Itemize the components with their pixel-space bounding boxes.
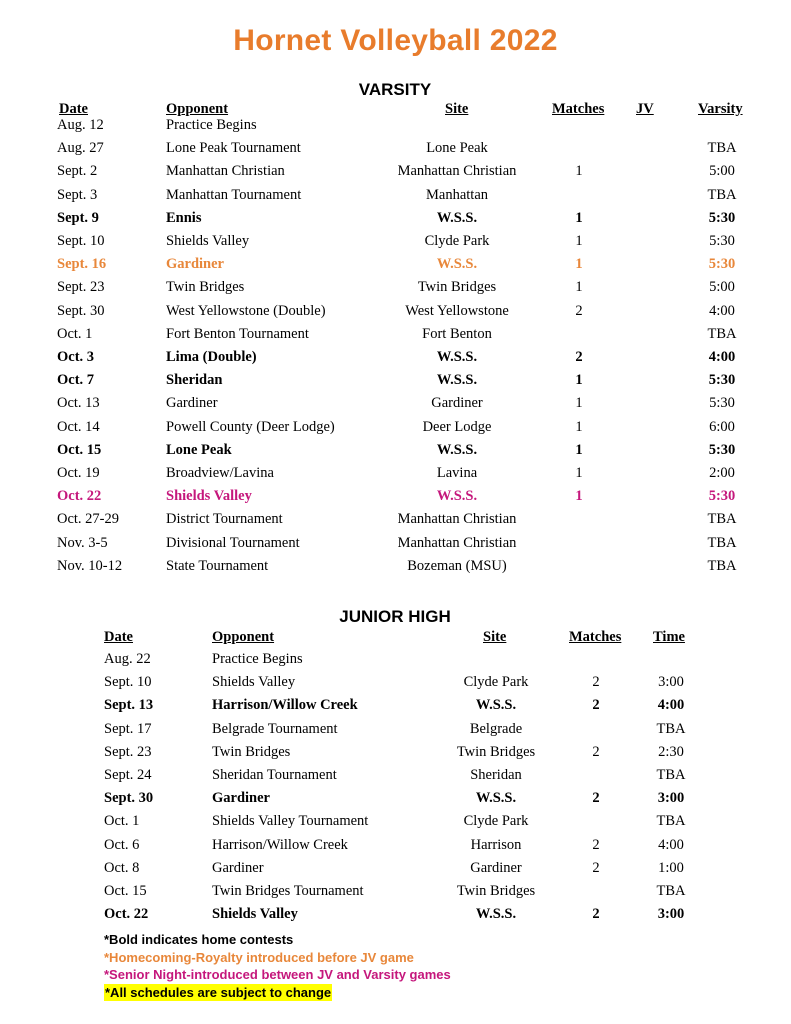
row-matches: 2 — [592, 859, 600, 876]
schedule-row — [0, 395, 791, 417]
varsity-col-date: Date — [59, 101, 88, 117]
schedule-row — [0, 256, 791, 278]
row-time: 4:00 — [658, 836, 684, 853]
row-site: Sheridan — [470, 767, 522, 783]
schedule-row — [0, 790, 791, 812]
row-varsity-time: TBA — [707, 557, 737, 574]
row-site: Bozeman (MSU) — [407, 557, 507, 574]
row-opponent: Gardiner — [166, 395, 218, 412]
row-varsity-time: 5:30 — [708, 372, 736, 389]
row-opponent: Shields Valley — [166, 233, 250, 249]
row-site: Gardiner — [431, 395, 483, 412]
row-time: TBA — [656, 767, 686, 783]
row-matches: 1 — [575, 441, 583, 458]
note-subject-to-change: *All schedules are subject to change — [105, 984, 332, 1000]
row-matches: 1 — [575, 372, 583, 389]
row-date: Oct. 1 — [104, 813, 140, 830]
row-site: Lone Peak — [426, 140, 488, 157]
row-date: Oct. 22 — [57, 488, 102, 505]
schedule-row — [0, 697, 791, 719]
row-varsity-time: 5:00 — [709, 163, 735, 180]
row-opponent: Gardiner — [166, 256, 224, 273]
jh-col-site: Site — [483, 629, 507, 645]
row-date: Sept. 9 — [57, 209, 99, 226]
row-date: Aug. 22 — [104, 651, 151, 667]
row-site: Manhattan Christian — [397, 534, 517, 551]
row-opponent: Manhattan Tournament — [166, 186, 302, 203]
row-time: 2:30 — [658, 743, 684, 760]
row-opponent: Twin Bridges — [212, 743, 291, 760]
row-site: Clyde Park — [463, 813, 529, 830]
row-matches: 2 — [592, 790, 600, 807]
schedule-row — [0, 326, 791, 348]
row-site: Gardiner — [470, 859, 522, 876]
row-site: W.S.S. — [436, 349, 478, 365]
row-site: Clyde Park — [463, 674, 529, 691]
row-matches: 2 — [592, 743, 600, 760]
varsity-col-matches: Matches — [552, 101, 605, 117]
row-site: Clyde Park — [424, 233, 490, 249]
row-varsity-time: 6:00 — [709, 418, 735, 435]
row-opponent: Belgrade Tournament — [212, 720, 338, 737]
row-opponent: Harrison/Willow Creek — [212, 836, 348, 853]
schedule-row — [0, 488, 791, 510]
row-opponent: Twin Bridges — [166, 279, 245, 296]
note-homecoming: *Homecoming-Royalty introduced before JV game — [104, 949, 414, 965]
row-site: W.S.S. — [436, 441, 478, 458]
row-matches: 2 — [575, 302, 583, 319]
row-date: Sept. 10 — [57, 233, 105, 249]
row-site: Belgrade — [469, 720, 523, 737]
varsity-col-site: Site — [445, 101, 469, 117]
row-date: Oct. 6 — [104, 836, 140, 853]
row-site: Twin Bridges — [456, 743, 536, 760]
note-senior-night: *Senior Night-introduced between JV and Varsity games — [104, 967, 451, 982]
schedule-row — [0, 233, 791, 255]
row-date: Oct. 3 — [57, 349, 95, 365]
row-opponent: Shields Valley — [212, 674, 296, 691]
row-opponent: Gardiner — [212, 859, 264, 876]
row-opponent: Lima (Double) — [166, 349, 257, 365]
row-date: Oct. 8 — [104, 859, 140, 876]
schedule-row — [0, 767, 791, 789]
schedule-row — [0, 651, 791, 673]
schedule-row — [0, 210, 791, 232]
row-matches: 1 — [575, 279, 583, 296]
row-varsity-time: 5:30 — [708, 488, 736, 505]
row-time: 4:00 — [657, 697, 685, 714]
row-opponent: West Yellowstone (Double) — [166, 302, 326, 319]
row-opponent: Divisional Tournament — [166, 534, 300, 551]
schedule-row — [0, 721, 791, 743]
row-site: W.S.S. — [436, 372, 478, 389]
schedule-row — [0, 303, 791, 325]
row-site: W.S.S. — [436, 256, 478, 273]
row-site: Manhattan Christian — [397, 163, 517, 180]
row-site: West Yellowstone — [405, 302, 509, 319]
schedule-row — [0, 744, 791, 766]
row-opponent: District Tournament — [166, 511, 283, 528]
row-site: W.S.S. — [475, 790, 517, 807]
schedule-row — [0, 813, 791, 835]
row-date: Aug. 27 — [57, 140, 104, 157]
schedule-row — [0, 511, 791, 533]
row-date: Oct. 13 — [57, 395, 100, 412]
row-varsity-time: 5:30 — [708, 209, 736, 226]
row-date: Oct. 15 — [104, 883, 147, 899]
schedule-row — [0, 349, 791, 371]
row-opponent: Powell County (Deer Lodge) — [166, 418, 335, 435]
row-site: W.S.S. — [436, 209, 478, 226]
varsity-col-varsity: Varsity — [698, 101, 743, 117]
row-opponent: Practice Begins — [166, 117, 257, 133]
schedule-row — [0, 860, 791, 882]
row-date: Sept. 10 — [104, 674, 152, 691]
row-varsity-time: 5:30 — [708, 256, 736, 273]
row-varsity-time: 5:00 — [709, 279, 735, 296]
schedule-row — [0, 163, 791, 185]
row-opponent: Broadview/Lavina — [166, 465, 274, 481]
row-varsity-time: TBA — [707, 511, 737, 528]
row-site: W.S.S. — [436, 488, 478, 505]
row-time: 1:00 — [658, 859, 684, 876]
row-site: Harrison — [470, 836, 522, 853]
schedule-row — [0, 140, 791, 162]
schedule-row — [0, 442, 791, 464]
row-matches: 1 — [575, 418, 583, 435]
row-opponent: Lone Peak Tournament — [166, 140, 301, 157]
row-opponent: Twin Bridges Tournament — [212, 883, 364, 899]
row-matches: 2 — [592, 836, 600, 853]
row-site: Deer Lodge — [422, 418, 492, 435]
row-matches: 1 — [575, 163, 583, 180]
row-site: Fort Benton — [422, 325, 492, 342]
schedule-row — [0, 837, 791, 859]
schedule-row — [0, 279, 791, 301]
row-date: Sept. 23 — [57, 279, 105, 296]
row-matches: 2 — [592, 674, 600, 691]
row-date: Sept. 2 — [57, 163, 98, 180]
schedule-row — [0, 419, 791, 441]
row-opponent: Shields Valley — [166, 488, 252, 505]
row-matches: 1 — [575, 465, 583, 481]
note-bold: *Bold indicates home contests — [104, 932, 294, 947]
row-varsity-time: 2:00 — [709, 465, 735, 481]
varsity-col-jv: JV — [636, 101, 654, 117]
row-varsity-time: 5:30 — [709, 233, 735, 249]
row-time: 3:00 — [657, 790, 685, 807]
row-varsity-time: 4:00 — [708, 349, 736, 365]
row-time: TBA — [656, 883, 686, 899]
row-date: Sept. 16 — [57, 256, 107, 273]
row-opponent: Fort Benton Tournament — [166, 325, 309, 342]
row-site: W.S.S. — [475, 697, 517, 714]
row-opponent: Harrison/Willow Creek — [212, 697, 358, 714]
row-opponent: Practice Begins — [212, 651, 303, 667]
schedule-row — [0, 465, 791, 487]
row-site: Manhattan Christian — [397, 511, 517, 528]
row-date: Sept. 23 — [104, 743, 152, 760]
varsity-heading: VARSITY — [358, 80, 432, 99]
row-date: Oct. 22 — [104, 906, 149, 923]
row-time: 3:00 — [658, 674, 684, 691]
row-date: Sept. 13 — [104, 697, 154, 714]
row-date: Sept. 3 — [57, 186, 98, 203]
row-varsity-time: TBA — [707, 140, 737, 157]
schedule-row — [0, 558, 791, 580]
row-matches: 1 — [575, 256, 583, 273]
row-site: Twin Bridges — [417, 279, 497, 296]
row-site: Lavina — [436, 465, 478, 481]
row-matches: 1 — [575, 233, 583, 249]
page-title: Hornet Volleyball 2022 — [233, 24, 558, 57]
row-date: Oct. 19 — [57, 465, 100, 481]
schedule-row — [0, 883, 791, 905]
row-date: Nov. 10-12 — [57, 557, 123, 574]
row-matches: 2 — [592, 697, 600, 714]
row-matches: 1 — [575, 209, 583, 226]
row-varsity-time: 5:30 — [708, 441, 736, 458]
row-date: Oct. 1 — [57, 325, 93, 342]
junior-high-heading: JUNIOR HIGH — [339, 607, 451, 626]
row-varsity-time: TBA — [707, 186, 737, 203]
row-opponent: Gardiner — [212, 790, 270, 807]
row-opponent: Sheridan Tournament — [212, 767, 337, 783]
jh-col-time: Time — [653, 629, 685, 645]
row-matches: 1 — [575, 488, 583, 505]
varsity-col-opponent: Opponent — [166, 101, 229, 117]
schedule-row — [0, 906, 791, 928]
row-time: 3:00 — [657, 906, 685, 923]
row-date: Sept. 24 — [104, 767, 152, 783]
schedule-row — [0, 117, 791, 139]
row-date: Oct. 27-29 — [57, 511, 120, 528]
row-date: Nov. 3-5 — [57, 534, 108, 551]
row-time: TBA — [656, 720, 686, 737]
row-opponent: Shields Valley Tournament — [212, 813, 369, 830]
row-site: W.S.S. — [475, 906, 517, 923]
row-date: Oct. 7 — [57, 372, 95, 389]
row-opponent: Lone Peak — [166, 441, 232, 458]
row-matches: 2 — [592, 906, 600, 923]
schedule-row — [0, 535, 791, 557]
jh-col-matches: Matches — [569, 629, 622, 645]
row-date: Sept. 30 — [57, 302, 105, 319]
row-date: Aug. 12 — [57, 117, 104, 133]
row-varsity-time: 4:00 — [709, 302, 735, 319]
schedule-row — [0, 187, 791, 209]
row-site: Twin Bridges — [456, 883, 536, 899]
row-matches: 2 — [575, 349, 583, 365]
row-opponent: Ennis — [166, 209, 202, 226]
row-opponent: State Tournament — [166, 557, 269, 574]
row-time: TBA — [656, 813, 686, 830]
row-date: Sept. 17 — [104, 720, 152, 737]
schedule-row — [0, 674, 791, 696]
row-opponent: Shields Valley — [212, 906, 298, 923]
row-varsity-time: TBA — [707, 534, 737, 551]
jh-col-opponent: Opponent — [212, 629, 275, 645]
row-date: Oct. 14 — [57, 418, 100, 435]
row-date: Oct. 15 — [57, 441, 102, 458]
row-site: Manhattan — [425, 186, 489, 203]
row-matches: 1 — [575, 395, 583, 412]
row-date: Sept. 30 — [104, 790, 154, 807]
row-varsity-time: 5:30 — [709, 395, 735, 412]
row-varsity-time: TBA — [707, 325, 737, 342]
row-opponent: Sheridan — [166, 372, 223, 389]
legend-notes — [104, 931, 451, 1001]
jh-col-date: Date — [104, 629, 133, 645]
schedule-row — [0, 372, 791, 394]
row-opponent: Manhattan Christian — [166, 163, 285, 180]
